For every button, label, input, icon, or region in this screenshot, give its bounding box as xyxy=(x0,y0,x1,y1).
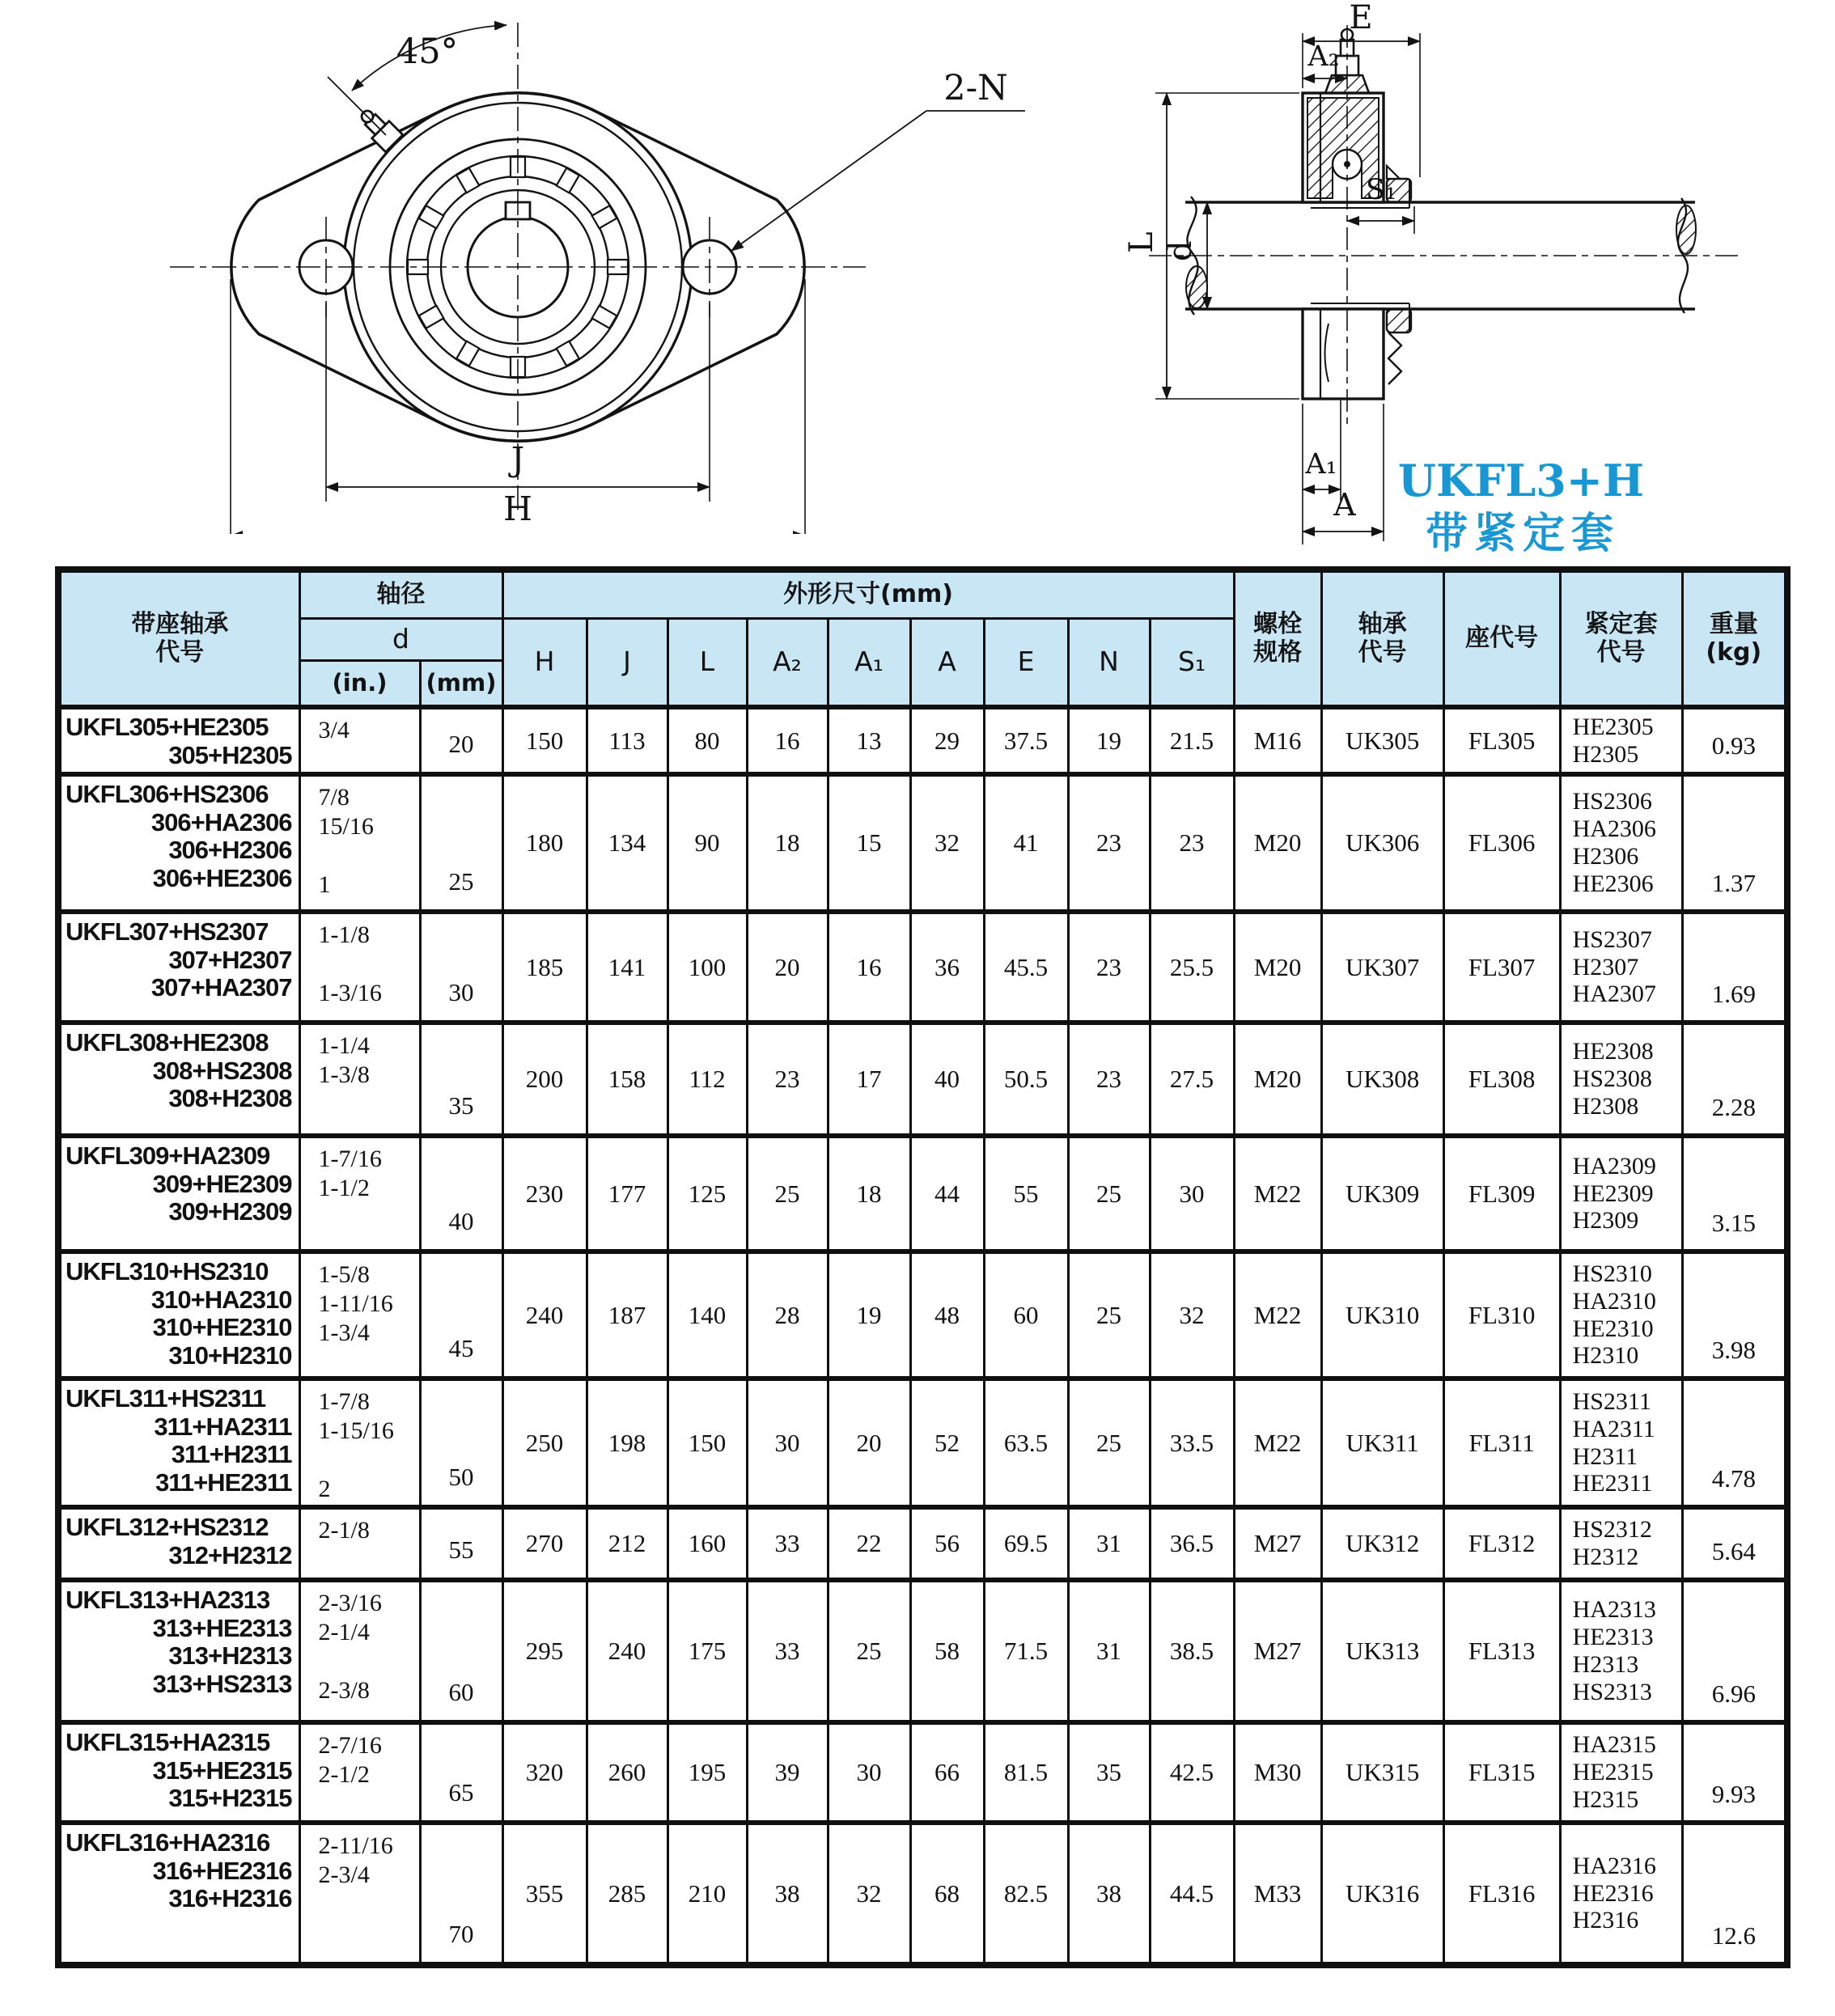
cell-A: 52 xyxy=(910,1379,984,1507)
cell-inch: 1-7/8 1-15/16 2 xyxy=(299,1379,420,1507)
cell-housing: FL305 xyxy=(1443,707,1560,774)
cell-A1: 32 xyxy=(828,1823,910,1965)
cell-N: 23 xyxy=(1068,912,1150,1023)
cell-S1: 33.5 xyxy=(1150,1379,1234,1507)
dim-label-h: H xyxy=(503,489,532,528)
cell-bolt: M27 xyxy=(1234,1507,1321,1580)
cell-weight: 5.64 xyxy=(1682,1507,1787,1580)
cell-sleeves: HS2312 H2312 xyxy=(1560,1507,1682,1580)
header-sleeve xyxy=(1560,570,1682,707)
cell-E: 63.5 xyxy=(984,1379,1068,1507)
cell-bearing: UK308 xyxy=(1321,1023,1443,1136)
cell-L: 210 xyxy=(667,1823,747,1965)
cell-H: 295 xyxy=(502,1580,587,1722)
cell-codes: UKFL305+HE2305 305+H2305 xyxy=(58,707,299,774)
header-sleeve-line1: 紧定套 xyxy=(1584,610,1658,638)
header-weight-line1: 重量 xyxy=(1709,610,1758,638)
header-dim-A: A xyxy=(910,618,984,707)
dim-label-a: A xyxy=(1333,487,1356,523)
cell-A1: 19 xyxy=(828,1252,910,1379)
header-bearing xyxy=(1321,570,1443,707)
cell-S1: 21.5 xyxy=(1150,707,1234,774)
cell-J: 141 xyxy=(587,912,667,1023)
cell-housing: FL312 xyxy=(1443,1507,1560,1580)
cell-bolt: M20 xyxy=(1234,912,1321,1023)
cell-codes: UKFL315+HA2315 315+HE2315 315+H2315 xyxy=(58,1722,299,1823)
series-label: UKFL3+H xyxy=(1397,455,1645,506)
cell-sleeves: HA2309 HE2309 H2309 xyxy=(1560,1136,1682,1252)
lockwasher-teeth xyxy=(1388,332,1401,384)
cell-codes: UKFL310+HS2310 310+HA2310 310+HE2310 310+H2310 xyxy=(58,1252,299,1379)
cell-bolt: M20 xyxy=(1234,774,1321,912)
locknut-lower xyxy=(1387,309,1411,332)
cell-A2: 33 xyxy=(747,1580,828,1722)
cell-S1: 36.5 xyxy=(1150,1507,1234,1580)
series-sublabel: 带紧定套 xyxy=(1425,510,1621,558)
header-in: (in.) xyxy=(299,660,420,707)
spec-table xyxy=(55,566,1791,1968)
cell-A2: 30 xyxy=(747,1379,828,1507)
cell-bearing: UK307 xyxy=(1321,912,1443,1023)
table-row xyxy=(58,1722,1787,1823)
table-row xyxy=(58,1023,1787,1136)
cell-weight: 4.78 xyxy=(1682,1379,1787,1507)
cell-sleeves: HA2313 HE2313 H2313 HS2313 xyxy=(1560,1580,1682,1722)
header-sleeve-line2: 代号 xyxy=(1596,637,1646,667)
table-row xyxy=(58,1379,1787,1507)
header-dim-E: E xyxy=(984,618,1068,707)
cell-codes: UKFL306+HS2306 306+HA2306 306+H2306 306+HE2306 xyxy=(58,774,299,912)
cell-sleeves: HS2307 H2307 HA2307 xyxy=(1560,912,1682,1023)
cell-inch: 3/4 xyxy=(299,707,420,774)
cell-weight: 0.93 xyxy=(1682,707,1787,774)
angle-label: 45° xyxy=(396,32,459,72)
cell-J: 134 xyxy=(587,774,667,912)
cell-N: 25 xyxy=(1068,1252,1150,1379)
cell-sleeves: HE2305 H2305 xyxy=(1560,707,1682,774)
cell-bolt: M22 xyxy=(1234,1379,1321,1507)
cell-codes: UKFL313+HA2313 313+HE2313 313+H2313 313+HS2313 xyxy=(58,1580,299,1722)
table-row xyxy=(58,707,1787,774)
cell-housing: FL313 xyxy=(1443,1580,1560,1722)
header-d: d xyxy=(299,618,502,660)
side-view-svg xyxy=(1117,4,1835,570)
cell-N: 25 xyxy=(1068,1136,1150,1252)
cell-A2: 25 xyxy=(747,1136,828,1252)
cell-housing: FL308 xyxy=(1443,1023,1560,1136)
header-weight xyxy=(1682,570,1787,707)
cell-mm: 35 xyxy=(420,1023,502,1136)
cell-sleeves: HE2308 HS2308 H2308 xyxy=(1560,1023,1682,1136)
cell-bearing: UK305 xyxy=(1321,707,1443,774)
cell-E: 81.5 xyxy=(984,1722,1068,1823)
header-dim-A2: A₂ xyxy=(747,618,828,707)
cell-codes: UKFL308+HE2308 308+HS2308 308+H2308 xyxy=(58,1023,299,1136)
cell-N: 19 xyxy=(1068,707,1150,774)
cell-J: 212 xyxy=(587,1507,667,1580)
header-bolt-line2: 规格 xyxy=(1253,637,1303,667)
header-dim-L: L xyxy=(667,618,747,707)
cell-S1: 32 xyxy=(1150,1252,1234,1379)
cell-codes: UKFL311+HS2311 311+HA2311 311+H2311 311+HE2311 xyxy=(58,1379,299,1507)
cell-mm: 60 xyxy=(420,1580,502,1722)
cell-S1: 44.5 xyxy=(1150,1823,1234,1965)
cell-L: 80 xyxy=(667,707,747,774)
dim-label-l: L xyxy=(1123,231,1160,253)
cell-inch: 1-1/8 1-3/16 xyxy=(299,912,420,1023)
cell-mm: 30 xyxy=(420,912,502,1023)
flange-lower xyxy=(1303,309,1384,399)
dim-label-s1: S₁ xyxy=(1365,174,1397,206)
cell-weight: 12.6 xyxy=(1682,1823,1787,1965)
cell-J: 240 xyxy=(587,1580,667,1722)
cell-J: 285 xyxy=(587,1823,667,1965)
header-dims-group: 外形尺寸(mm) xyxy=(502,570,1234,618)
cell-N: 31 xyxy=(1068,1507,1150,1580)
cell-J: 177 xyxy=(587,1136,667,1252)
table-row xyxy=(58,1252,1787,1379)
cell-bearing: UK306 xyxy=(1321,774,1443,912)
dim-label-a1: A₁ xyxy=(1305,448,1337,481)
cell-housing: FL311 xyxy=(1443,1379,1560,1507)
cell-A2: 23 xyxy=(747,1023,828,1136)
cell-A2: 16 xyxy=(747,707,828,774)
cell-housing: FL316 xyxy=(1443,1823,1560,1965)
cell-bolt: M30 xyxy=(1234,1722,1321,1823)
cell-weight: 9.93 xyxy=(1682,1722,1787,1823)
cell-L: 100 xyxy=(667,912,747,1023)
cell-E: 71.5 xyxy=(984,1580,1068,1722)
side-centerlines xyxy=(1149,25,1740,425)
dim-label-e: E xyxy=(1349,4,1373,36)
cell-bearing: UK309 xyxy=(1321,1136,1443,1252)
cell-L: 112 xyxy=(667,1023,747,1136)
table-body xyxy=(58,707,1787,1965)
cell-A2: 18 xyxy=(747,774,828,912)
cell-mm: 55 xyxy=(420,1507,502,1580)
cell-A1: 13 xyxy=(828,707,910,774)
cell-A: 66 xyxy=(910,1722,984,1823)
cell-N: 35 xyxy=(1068,1722,1150,1823)
header-code-line2: 代号 xyxy=(155,637,205,667)
cell-H: 270 xyxy=(502,1507,587,1580)
cell-bolt: M27 xyxy=(1234,1580,1321,1722)
cell-bearing: UK310 xyxy=(1321,1252,1443,1379)
cell-sleeves: HS2306 HA2306 H2306 HE2306 xyxy=(1560,774,1682,912)
cell-A1: 15 xyxy=(828,774,910,912)
cell-H: 230 xyxy=(502,1136,587,1252)
cell-sleeves: HA2315 HE2315 H2315 xyxy=(1560,1722,1682,1823)
dim-l xyxy=(1123,93,1299,399)
cell-H: 240 xyxy=(502,1252,587,1379)
cell-A: 44 xyxy=(910,1136,984,1252)
cell-mm: 45 xyxy=(420,1252,502,1379)
cell-inch: 2-1/8 xyxy=(299,1507,420,1580)
cell-A1: 25 xyxy=(828,1580,910,1722)
cell-L: 195 xyxy=(667,1722,747,1823)
header-dim-H: H xyxy=(502,618,587,707)
cell-housing: FL310 xyxy=(1443,1252,1560,1379)
cell-E: 45.5 xyxy=(984,912,1068,1023)
cell-A1: 22 xyxy=(828,1507,910,1580)
cell-S1: 27.5 xyxy=(1150,1023,1234,1136)
cell-codes: UKFL312+HS2312 312+H2312 xyxy=(58,1507,299,1580)
table-row xyxy=(58,1507,1787,1580)
header-code xyxy=(58,570,299,707)
cell-bolt: M33 xyxy=(1234,1823,1321,1965)
cell-L: 90 xyxy=(667,774,747,912)
cell-codes: UKFL316+HA2316 316+HE2316 316+H2316 xyxy=(58,1823,299,1965)
cell-J: 187 xyxy=(587,1252,667,1379)
header-bolt-line1: 螺栓 xyxy=(1253,610,1303,638)
dim-label-d: d xyxy=(1162,240,1199,261)
header-dim-A1: A₁ xyxy=(828,618,910,707)
cell-bearing: UK312 xyxy=(1321,1507,1443,1580)
cell-bolt: M22 xyxy=(1234,1252,1321,1379)
cell-H: 185 xyxy=(502,912,587,1023)
cell-H: 250 xyxy=(502,1379,587,1507)
cell-sleeves: HS2310 HA2310 HE2310 H2310 xyxy=(1560,1252,1682,1379)
cell-housing: FL306 xyxy=(1443,774,1560,912)
cell-weight: 1.69 xyxy=(1682,912,1787,1023)
cell-weight: 3.15 xyxy=(1682,1136,1787,1252)
cell-A1: 17 xyxy=(828,1023,910,1136)
dim-label-j: J xyxy=(511,440,525,479)
cell-mm: 20 xyxy=(420,707,502,774)
cell-A: 58 xyxy=(910,1580,984,1722)
cell-mm: 25 xyxy=(420,774,502,912)
cell-weight: 3.98 xyxy=(1682,1252,1787,1379)
header-code-line1: 带座轴承 xyxy=(131,610,229,638)
side-view-drawing xyxy=(1117,4,1835,570)
cell-S1: 30 xyxy=(1150,1136,1234,1252)
cell-A2: 33 xyxy=(747,1507,828,1580)
cell-A1: 30 xyxy=(828,1722,910,1823)
header-dim-N: N xyxy=(1068,618,1150,707)
header-weight-line2: (kg) xyxy=(1706,637,1762,667)
table-row xyxy=(58,1823,1787,1965)
cell-J: 113 xyxy=(587,707,667,774)
cell-L: 175 xyxy=(667,1580,747,1722)
cell-codes: UKFL307+HS2307 307+H2307 307+HA2307 xyxy=(58,912,299,1023)
cell-bolt: M20 xyxy=(1234,1023,1321,1136)
dim-label-a2: A₂ xyxy=(1307,40,1340,73)
cell-N: 38 xyxy=(1068,1823,1150,1965)
cell-weight: 1.37 xyxy=(1682,774,1787,912)
table-row xyxy=(58,1136,1787,1252)
cell-H: 180 xyxy=(502,774,587,912)
cell-mm: 40 xyxy=(420,1136,502,1252)
cell-H: 200 xyxy=(502,1023,587,1136)
cell-A1: 18 xyxy=(828,1136,910,1252)
cell-L: 160 xyxy=(667,1507,747,1580)
cell-H: 150 xyxy=(502,707,587,774)
cell-inch: 7/8 15/16 1 xyxy=(299,774,420,912)
cell-inch: 1-5/8 1-11/16 1-3/4 xyxy=(299,1252,420,1379)
cell-A2: 38 xyxy=(747,1823,828,1965)
cell-A: 32 xyxy=(910,774,984,912)
cell-H: 355 xyxy=(502,1823,587,1965)
cell-mm: 50 xyxy=(420,1379,502,1507)
cell-E: 50.5 xyxy=(984,1023,1068,1136)
cell-E: 60 xyxy=(984,1252,1068,1379)
cell-E: 37.5 xyxy=(984,707,1068,774)
cell-S1: 38.5 xyxy=(1150,1580,1234,1722)
cell-A2: 20 xyxy=(747,912,828,1023)
dim-a1 xyxy=(1303,400,1341,544)
cell-bolt: M22 xyxy=(1234,1136,1321,1252)
table-header xyxy=(58,570,1787,707)
cell-L: 140 xyxy=(667,1252,747,1379)
cell-housing: FL309 xyxy=(1443,1136,1560,1252)
cell-mm: 70 xyxy=(420,1823,502,1965)
cell-J: 198 xyxy=(587,1379,667,1507)
cell-bearing: UK313 xyxy=(1321,1580,1443,1722)
cell-E: 82.5 xyxy=(984,1823,1068,1965)
cell-bearing: UK316 xyxy=(1321,1823,1443,1965)
cell-N: 25 xyxy=(1068,1379,1150,1507)
cell-inch: 1-7/16 1-1/2 xyxy=(299,1136,420,1252)
cell-A1: 20 xyxy=(828,1379,910,1507)
cell-weight: 6.96 xyxy=(1682,1580,1787,1722)
cell-A2: 28 xyxy=(747,1252,828,1379)
cell-L: 125 xyxy=(667,1136,747,1252)
cell-inch: 1-1/4 1-3/8 xyxy=(299,1023,420,1136)
cell-A: 29 xyxy=(910,707,984,774)
cell-A: 40 xyxy=(910,1023,984,1136)
cell-J: 260 xyxy=(587,1722,667,1823)
cell-A: 48 xyxy=(910,1252,984,1379)
cell-sleeves: HA2316 HE2316 H2316 xyxy=(1560,1823,1682,1965)
cell-A2: 39 xyxy=(747,1722,828,1823)
cell-weight: 2.28 xyxy=(1682,1023,1787,1136)
cell-S1: 23 xyxy=(1150,774,1234,912)
cell-codes: UKFL309+HA2309 309+HE2309 309+H2309 xyxy=(58,1136,299,1252)
header-dim-S1: S₁ xyxy=(1150,618,1234,707)
cell-inch: 2-3/16 2-1/4 2-3/8 xyxy=(299,1580,420,1722)
cell-A1: 16 xyxy=(828,912,910,1023)
header-dim-J: J xyxy=(587,618,667,707)
table-row xyxy=(58,1580,1787,1722)
cell-housing: FL315 xyxy=(1443,1722,1560,1823)
header-bearing-line1: 轴承 xyxy=(1358,610,1407,638)
cell-inch: 2-11/16 2-3/4 xyxy=(299,1823,420,1965)
cell-S1: 42.5 xyxy=(1150,1722,1234,1823)
cell-H: 320 xyxy=(502,1722,587,1823)
table-row xyxy=(58,912,1787,1023)
cell-inch: 2-7/16 2-1/2 xyxy=(299,1722,420,1823)
cell-N: 31 xyxy=(1068,1580,1150,1722)
cell-sleeves: HS2311 HA2311 H2311 HE2311 xyxy=(1560,1379,1682,1507)
cell-A: 36 xyxy=(910,912,984,1023)
cell-J: 158 xyxy=(587,1023,667,1136)
header-housing: 座代号 xyxy=(1443,570,1560,707)
header-shaft-dia: 轴径 xyxy=(299,570,502,618)
cell-N: 23 xyxy=(1068,1023,1150,1136)
cell-A: 56 xyxy=(910,1507,984,1580)
table-row xyxy=(58,774,1787,912)
bolt-hole-label: 2-N xyxy=(943,68,1008,108)
cell-L: 150 xyxy=(667,1379,747,1507)
cell-bolt: M16 xyxy=(1234,707,1321,774)
cell-housing: FL307 xyxy=(1443,912,1560,1023)
header-mm: (mm) xyxy=(420,660,502,707)
cell-E: 69.5 xyxy=(984,1507,1068,1580)
cell-E: 41 xyxy=(984,774,1068,912)
cell-bearing: UK315 xyxy=(1321,1722,1443,1823)
cell-mm: 65 xyxy=(420,1722,502,1823)
front-view-svg xyxy=(113,12,1044,534)
cell-A: 68 xyxy=(910,1823,984,1965)
cell-S1: 25.5 xyxy=(1150,912,1234,1023)
cell-bearing: UK311 xyxy=(1321,1379,1443,1507)
header-bearing-line2: 代号 xyxy=(1358,637,1407,667)
header-bolt xyxy=(1234,570,1321,707)
cell-N: 23 xyxy=(1068,774,1150,912)
cell-E: 55 xyxy=(984,1136,1068,1252)
front-view-drawing xyxy=(113,12,1044,534)
